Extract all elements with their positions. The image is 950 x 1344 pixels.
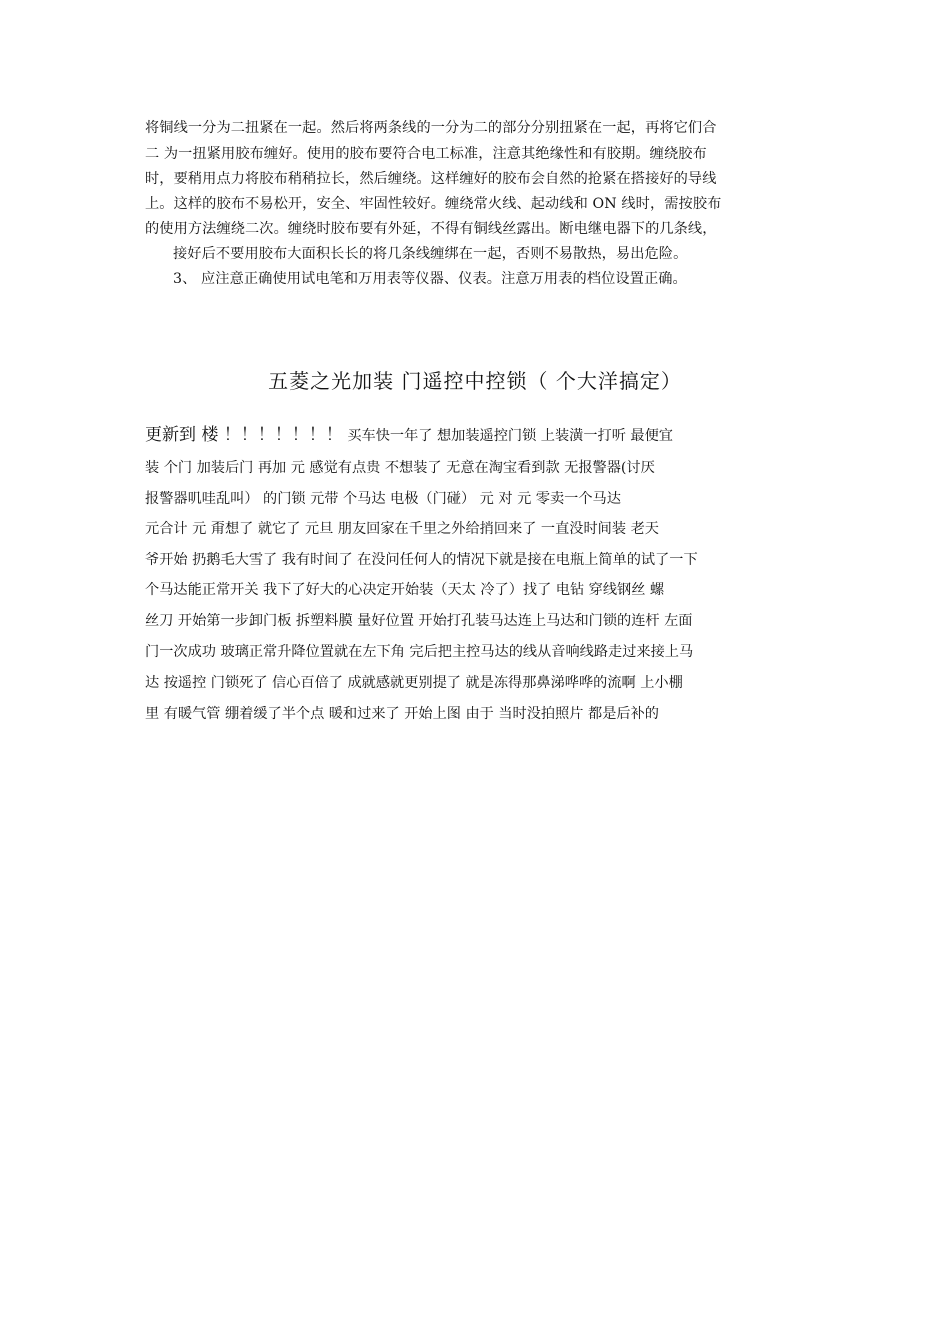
article-line: 里 有暖气管 绷着缓了半个点 暖和过来了 开始上图 由于 当时没拍照片 都是后补的 bbox=[145, 706, 659, 722]
article-line: 元合计 元 甭想了 就它了 元旦 朋友回家在千里之外给捎回来了 一直没时间装 老天 bbox=[145, 521, 659, 537]
paragraph-line: 将铜线一分为二扭紧在一起。然后将两条线的一分为二的部分分别扭紧在一起，再将它们合 bbox=[145, 120, 717, 136]
article-text: 买车快一年了 想加装遥控门锁 上装潢一打听 最便宜 bbox=[347, 428, 673, 444]
article-line: 门一次成功 玻璃正常升降位置就在左下角 完后把主控马达的线从音响线路走过来接上马 bbox=[145, 644, 694, 660]
paragraph-line: 二 为一扭紧用胶布缠好。使用的胶布要符合电工标准，注意其绝缘性和有胶期。缠绕胶布 bbox=[145, 146, 707, 162]
paragraph-line: 的使用方法缠绕二次。缠绕时胶布要有外延，不得有铜线丝露出。断电继电器下的几条线， bbox=[145, 221, 717, 237]
update-notice: 更新到 楼 ！！！！！！！ bbox=[145, 425, 343, 445]
article-line: 丝刀 开始第一步卸门板 拆塑料膜 量好位置 开始打孔装马达连上马达和门锁的连杆 左面 bbox=[145, 613, 693, 629]
article-line: 装 个门 加装后门 再加 元 感觉有点贵 不想装了 无意在淘宝看到款 无报警器(讨厌 bbox=[145, 460, 655, 476]
article-first-line bbox=[145, 424, 815, 447]
paragraph-line: 时，要稍用点力将胶布稍稍拉长，然后缠绕。这样缠好的胶布会自然的抢紧在搭接好的导线 bbox=[145, 171, 717, 187]
paragraph-line: 上。这样的胶布不易松开，安全、牢固性较好。缠绕常火线、起动线和 ON 线时，需按胶布 bbox=[145, 196, 722, 212]
article-line: 达 按遥控 门锁死了 信心百倍了 成就感就更别提了 就是冻得那鼻涕哗哗的流啊 上小棚 bbox=[145, 675, 683, 691]
paragraph-line: 接好后不要用胶布大面积长长的将几条线缠绑在一起，否则不易散热，易出危险。 bbox=[173, 246, 688, 262]
article-line: 个马达能正常开关 我下了好大的心决定开始装（天太 冷了）找了 电钻 穿线钢丝 螺 bbox=[145, 582, 665, 598]
article-title: 五菱之光加装 门遥控中控锁（ 个大洋搞定） bbox=[268, 369, 682, 393]
article-line: 报警器叽哇乱叫） 的门锁 元带 个马达 电极（门碰） 元 对 元 零卖一个马达 bbox=[145, 491, 621, 507]
article-line: 爷开始 扔鹅毛大雪了 我有时间了 在没问任何人的情况下就是接在电瓶上简单的试了一下 bbox=[145, 552, 698, 568]
numbered-item-3: 3、 应注意正确使用试电笔和万用表等仪器、仪表。注意万用表的档位设置正确。 bbox=[173, 271, 687, 287]
